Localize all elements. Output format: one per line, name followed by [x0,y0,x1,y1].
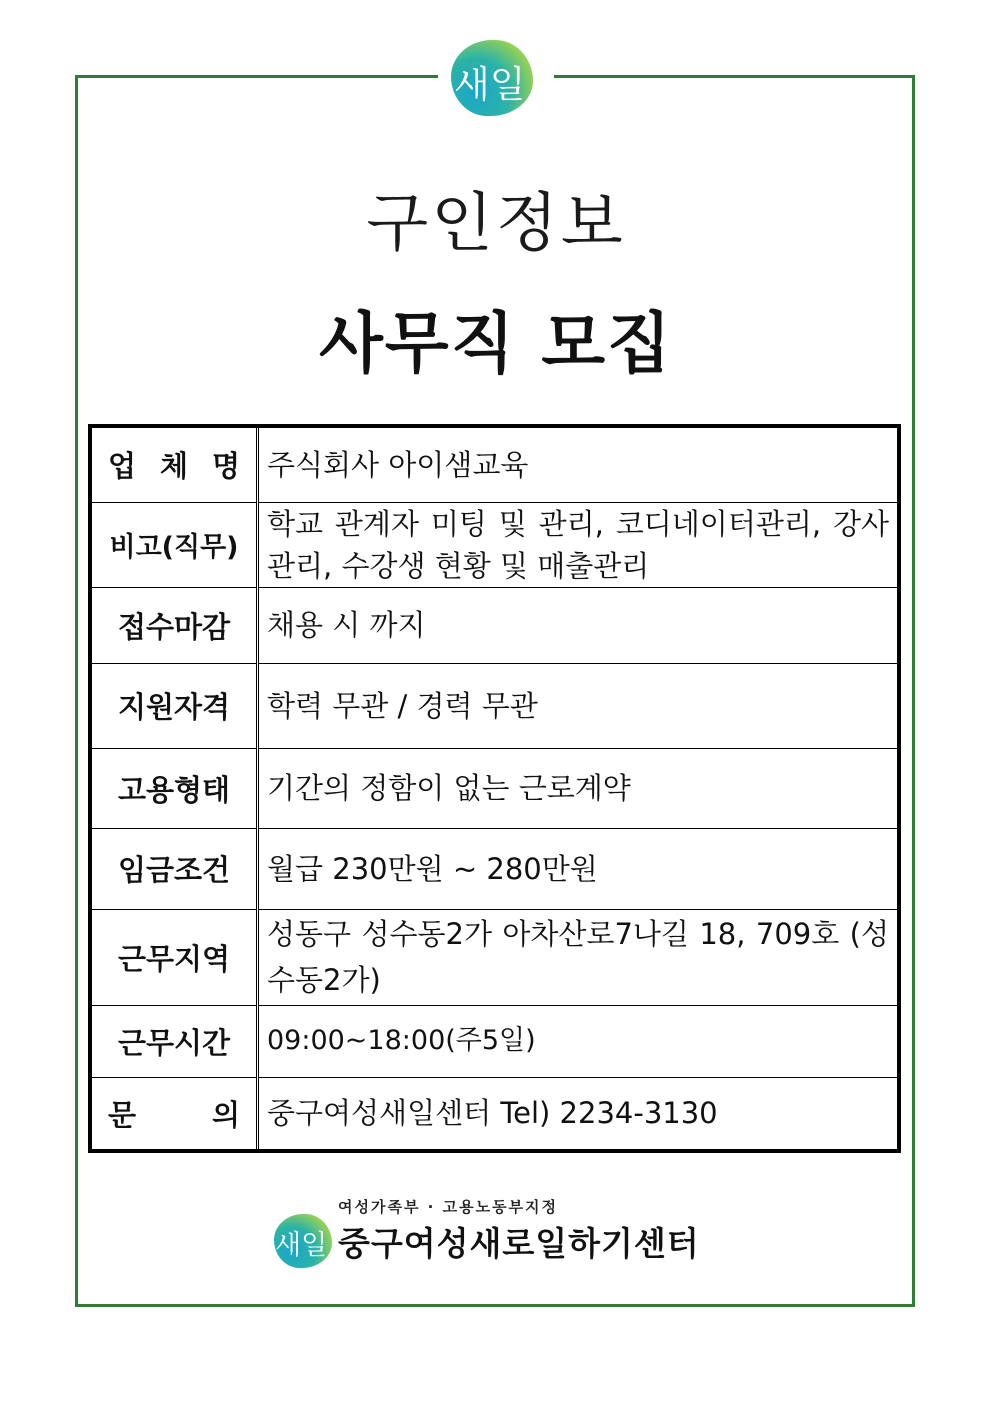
saeil-logo-text: 새일 [454,63,526,106]
row-value: 채용 시 까지 [258,587,900,663]
table-row [90,828,899,909]
row-label: 비고(직무) [90,502,258,587]
table-row [90,663,899,748]
table-row [90,1077,899,1151]
row-label: 고용형태 [90,748,258,828]
row-value: 중구여성새일센터 Tel) 2234-3130 [258,1077,900,1151]
row-value: 주식회사 아이샘교육 [258,426,900,502]
row-label: 업 체 명 [90,426,258,502]
table-row [90,748,899,828]
row-label: 근무시간 [90,1005,258,1077]
saeil-footer-logo-text: 새일 [275,1230,328,1261]
row-value: 09:00~18:00(주5일) [258,1005,900,1077]
table-row [90,909,899,1005]
row-label: 접수마감 [90,587,258,663]
page-title: 구인정보 [366,187,626,261]
row-label: 지원자격 [90,663,258,748]
row-label: 근무지역 [90,909,258,1005]
row-value: 학력 무관 / 경력 무관 [258,663,900,748]
saeil-logo-top [438,34,554,118]
row-value: 학교 관계자 미팅 및 관리, 코디네이터관리, 강사관리, 수강생 현황 및 매출관리 [258,502,900,587]
row-value: 월급 230만원 ~ 280만원 [258,828,900,909]
table-row [90,1005,899,1077]
row-value: 성동구 성수동2가 아차산로7나길 18, 709호 (성수동2가) [258,909,900,1005]
table-row [90,426,899,502]
row-label: 임금조건 [90,828,258,909]
table-row [90,587,899,663]
page-subtitle: 사무직 모집 [319,305,673,382]
table-row [90,502,899,587]
row-value: 기간의 정함이 없는 근로계약 [258,748,900,828]
row-label: 문 의 [90,1077,258,1151]
footer-org-name: 중구여성새로일하기센터 [338,1224,700,1263]
footer-designation: 여성가족부 · 고용노동부지정 [338,1198,559,1216]
job-info-table [88,424,901,1153]
